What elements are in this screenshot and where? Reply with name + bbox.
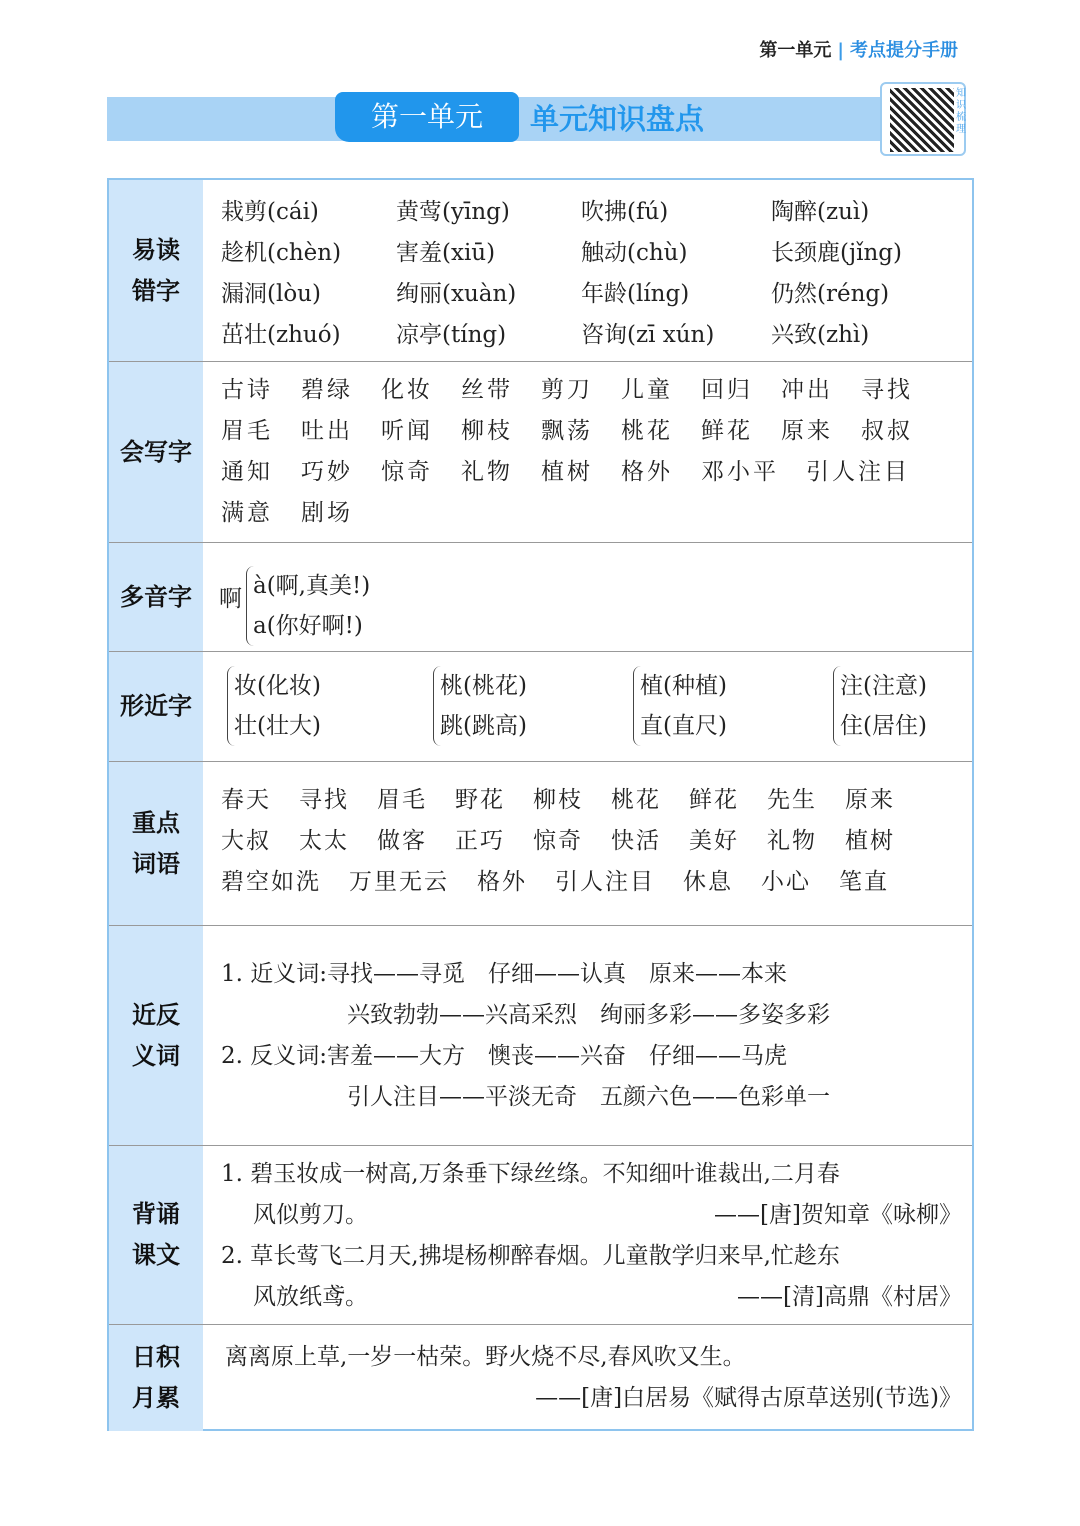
word-item: 漏洞(lòu) xyxy=(221,281,321,307)
row-huixie xyxy=(109,362,972,543)
key-word: 万里无云 xyxy=(349,869,449,895)
key-word: 春天 xyxy=(221,787,271,813)
key-word: 眉毛 xyxy=(377,787,427,813)
word-item: 触动(chù) xyxy=(581,240,688,266)
word-item: 通知 xyxy=(221,459,273,485)
word-line xyxy=(221,780,962,821)
row-label: 背诵课文 xyxy=(109,1146,203,1324)
word-item: 桃花 xyxy=(621,418,673,444)
word-item: 格外 xyxy=(621,459,673,485)
row-label: 形近字 xyxy=(109,652,203,761)
key-word: 寻找 xyxy=(299,787,349,813)
key-word: 笔直 xyxy=(839,869,889,895)
word-item: 化妆 xyxy=(381,377,433,403)
row-label: 日积月累 xyxy=(109,1325,203,1431)
word-item: 仍然(réng) xyxy=(771,281,890,307)
row-riji: 日积月累 离离原上草,一岁一枯荣。野火烧不尽,春风吹又生。 ——[唐]白居易《赋得古原草送别(节选)》 xyxy=(109,1325,972,1431)
key-word: 原来 xyxy=(845,787,895,813)
word-item: 礼物 xyxy=(461,459,513,485)
word-item: 古诗 xyxy=(221,377,273,403)
qr-code-image xyxy=(890,88,954,152)
word-item: 回归 xyxy=(701,377,753,403)
word-item: 儿童 xyxy=(621,377,673,403)
word-item: 惊奇 xyxy=(381,459,433,485)
word-item: 邓小平 xyxy=(701,459,779,485)
row-label: 重点词语 xyxy=(109,762,203,925)
similar-char: 壮(壮大) xyxy=(234,713,321,739)
running-header: 第一单元 | 考点提分手册 xyxy=(759,40,958,61)
word-item: 凉亭(tíng) xyxy=(396,322,507,348)
page-title: 单元知识盘点 xyxy=(530,102,705,136)
key-word: 碧空如洗 xyxy=(221,869,321,895)
similar-pair xyxy=(227,666,321,746)
word-item: 鲜花 xyxy=(701,418,753,444)
row-label: 多音字 xyxy=(109,543,203,651)
key-word: 桃花 xyxy=(611,787,661,813)
key-word: 小心 xyxy=(761,869,811,895)
row-label: 会写字 xyxy=(109,362,203,542)
word-item: 丝带 xyxy=(461,377,513,403)
similar-char: 住(居住) xyxy=(840,713,927,739)
key-word: 快活 xyxy=(611,828,661,854)
row-ciyu xyxy=(109,762,972,926)
word-item: 茁壮(zhuó) xyxy=(221,322,341,348)
similar-char: 跳(跳高) xyxy=(440,713,527,739)
word-line xyxy=(221,862,962,903)
word-item: 叔叔 xyxy=(861,418,913,444)
word-item: 年龄(líng) xyxy=(581,281,690,307)
key-word: 野花 xyxy=(455,787,505,813)
similar-char: 妆(化妆) xyxy=(234,673,321,699)
row-label: 易读错字 xyxy=(109,180,203,361)
qr-code[interactable]: 知识梳理 xyxy=(880,82,966,156)
word-item: 陶醉(zuì) xyxy=(771,199,870,225)
row-xingjin xyxy=(109,652,972,762)
word-item: 柳枝 xyxy=(461,418,513,444)
similar-char: 植(种植) xyxy=(640,673,727,699)
word-item: 绚丽(xuàn) xyxy=(396,281,517,307)
key-word: 美好 xyxy=(689,828,739,854)
unit-badge: 第一单元 xyxy=(335,92,519,142)
similar-char: 直(直尺) xyxy=(640,713,727,739)
row-duoyin: 多音字 啊 à(啊,真美!) a(你好啊!) xyxy=(109,543,972,652)
word-item: 吹拂(fú) xyxy=(581,199,669,225)
word-item: 植树 xyxy=(541,459,593,485)
key-word: 先生 xyxy=(767,787,817,813)
word-item: 剧场 xyxy=(301,500,353,526)
word-item: 原来 xyxy=(781,418,833,444)
word-item: 剪刀 xyxy=(541,377,593,403)
similar-char: 注(注意) xyxy=(840,673,927,699)
word-line xyxy=(221,821,962,862)
word-item: 害羞(xiū) xyxy=(396,240,496,266)
word-item: 巧妙 xyxy=(301,459,353,485)
row-jinfan: 近反义词 1. 近义词:寻找——寻觅 仔细——认真 原来——本来 兴致勃勃——兴高采烈 绚丽多彩——多姿多彩 2. 反义词:害羞——大方 懊丧——兴奋 仔细——马虎 引人注目——平淡无奇 五颜六色——色彩单一 xyxy=(109,926,972,1146)
key-word: 鲜花 xyxy=(689,787,739,813)
key-word: 植树 xyxy=(845,828,895,854)
word-item: 碧绿 xyxy=(301,377,353,403)
word-item: 听闻 xyxy=(381,418,433,444)
word-item: 兴致(zhì) xyxy=(771,322,870,348)
key-word: 礼物 xyxy=(767,828,817,854)
row-label: 近反义词 xyxy=(109,926,203,1145)
key-word: 做客 xyxy=(377,828,427,854)
similar-pair xyxy=(833,666,927,746)
key-word: 柳枝 xyxy=(533,787,583,813)
key-word: 大叔 xyxy=(221,828,271,854)
similar-pair xyxy=(633,666,727,746)
key-word: 格外 xyxy=(477,869,527,895)
row-yidu xyxy=(109,180,972,362)
word-item: 眉毛 xyxy=(221,418,273,444)
word-item: 长颈鹿(jǐng) xyxy=(771,240,902,266)
word-item: 冲出 xyxy=(781,377,833,403)
key-word: 太太 xyxy=(299,828,349,854)
word-item: 趁机(chèn) xyxy=(221,240,342,266)
word-item: 满意 xyxy=(221,500,273,526)
key-word: 休息 xyxy=(683,869,733,895)
word-item: 飘荡 xyxy=(541,418,593,444)
key-word: 引人注目 xyxy=(555,869,655,895)
word-item: 栽剪(cái) xyxy=(221,199,319,225)
word-item: 寻找 xyxy=(861,377,913,403)
word-item: 吐出 xyxy=(301,418,353,444)
similar-char: 桃(桃花) xyxy=(440,673,527,699)
similar-pair xyxy=(433,666,527,746)
key-word: 正巧 xyxy=(455,828,505,854)
row-beisong: 背诵课文 1. 碧玉妆成一树高,万条垂下绿丝绦。不知细叶谁裁出,二月春 风似剪刀。 ——[唐]贺知章《咏柳》 2. 草长莺飞二月天,拂堤杨柳醉春烟。儿童散学归来早,忙趁东 风放纸鸢。 ——[清]高鼎《村居》 xyxy=(109,1146,972,1325)
word-item: 引人注目 xyxy=(806,459,910,485)
knowledge-table xyxy=(107,178,974,1431)
word-item: 黄莺(yīng) xyxy=(396,199,510,225)
word-item: 咨询(zī xún) xyxy=(581,322,715,348)
key-word: 惊奇 xyxy=(533,828,583,854)
